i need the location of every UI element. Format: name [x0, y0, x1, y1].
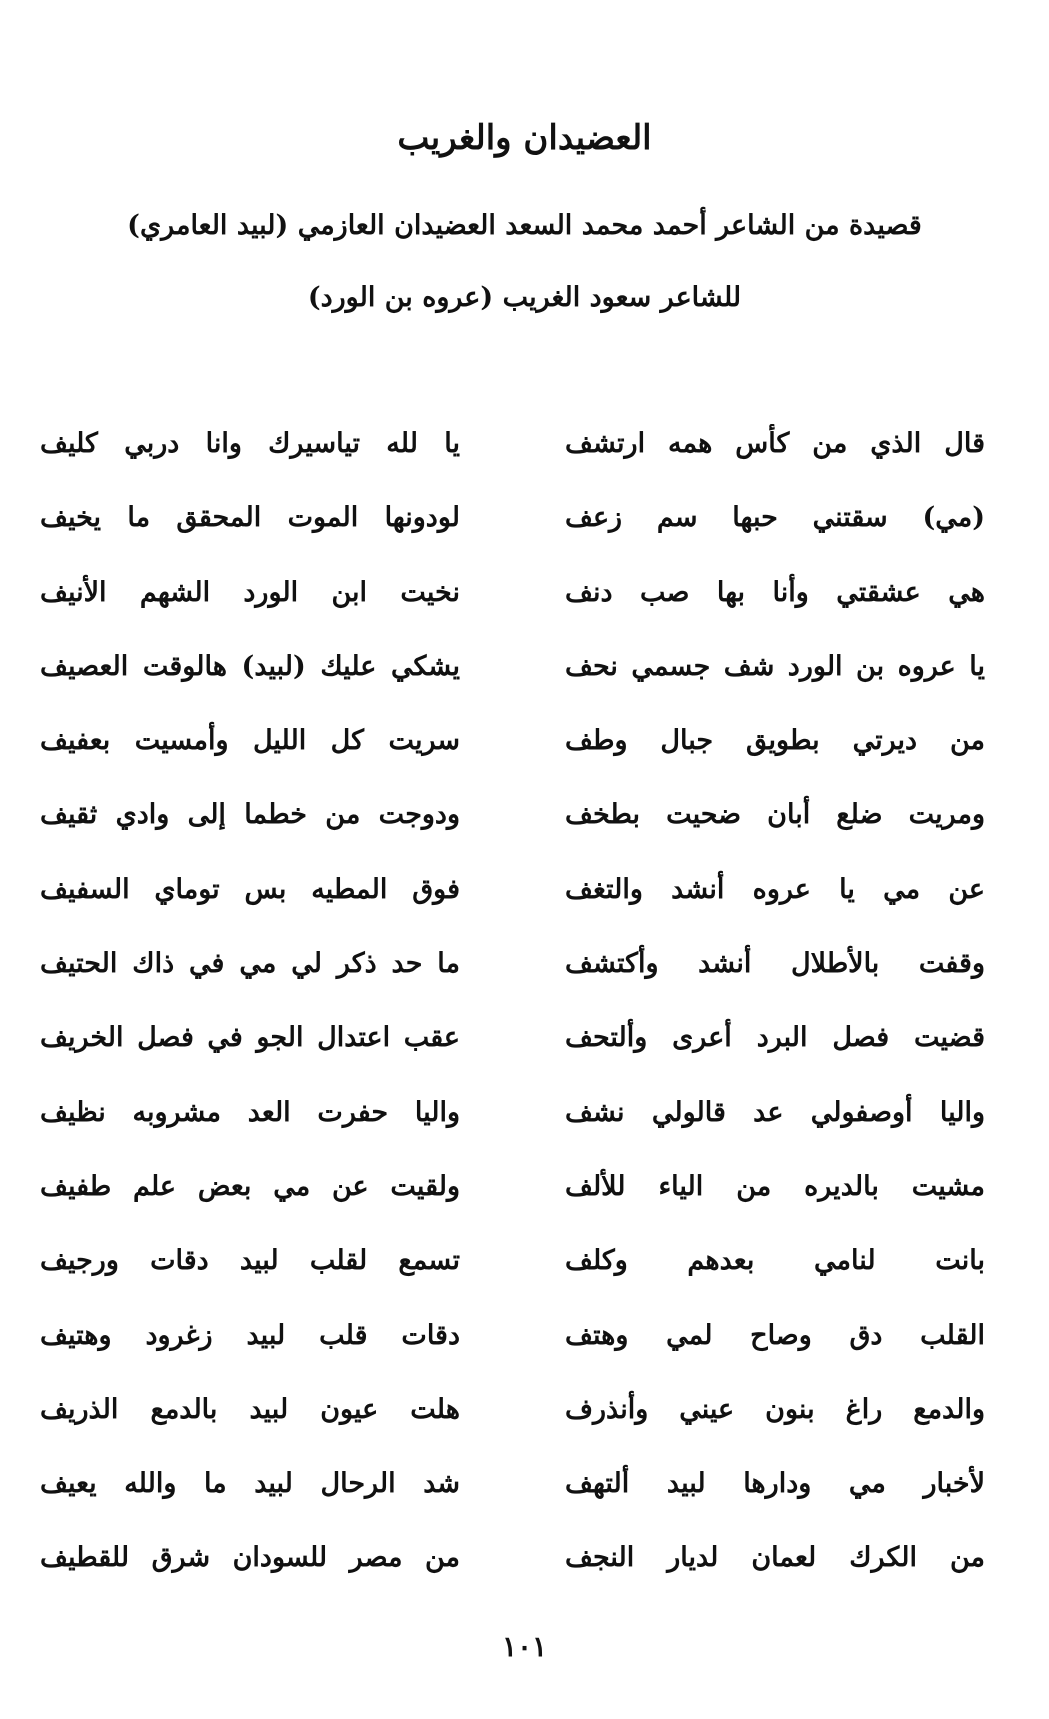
verse-second-hemistich: لودونها الموت المحقق ما يخيف [40, 502, 460, 534]
verse-second-hemistich: تسمع لقلب لبيد دقات ورجيف [40, 1245, 460, 1277]
verse-second-hemistich: نخيت ابن الورد الشهم الأنيف [40, 576, 460, 608]
verse-first-hemistich: ومريت ضلع أبان ضحيت بطخف [565, 799, 985, 831]
verse-line [40, 498, 985, 572]
verse-line [40, 870, 985, 944]
verse-line [40, 647, 985, 721]
verse-first-hemistich: والدمع راغ بنون عيني وأنذرف [565, 1393, 985, 1425]
verse-first-hemistich: مشيت بالديره من الياء للألف [565, 1170, 985, 1202]
verse-line [40, 944, 985, 1018]
verse-first-hemistich: قضيت فصل البرد أعرى وألتحف [565, 1022, 985, 1054]
poem-subtitle-author: قصيدة من الشاعر أحمد محمد السعد العضيدان العازمي (لبيد العامري) [127, 210, 922, 241]
verse-line [40, 721, 985, 795]
verse-first-hemistich: القلب دق وصاح لمي وهتف [565, 1319, 985, 1351]
poem-verses [40, 424, 985, 1613]
verse-first-hemistich: وقفت بالأطلال أنشد وأكتشف [565, 948, 985, 980]
verse-second-hemistich: ودوجت من خطما إلى وادي ثقيف [40, 799, 460, 831]
verse-second-hemistich: واليا حفرت العد مشروبه نظيف [40, 1096, 460, 1128]
verse-second-hemistich: يشكي عليك (لبيد) هالوقت العصيف [40, 650, 460, 682]
verse-first-hemistich: (مي) سقتني حبها سم زعف [565, 502, 985, 534]
verse-second-hemistich: هلت عيون لبيد بالدمع الذريف [40, 1393, 460, 1425]
verse-first-hemistich: واليا أوصفولي عد قالولي نشف [565, 1096, 985, 1128]
verse-second-hemistich: سريت كل الليل وأمسيت بعفيف [40, 725, 460, 757]
verse-first-hemistich: من الكرك لعمان لديار النجف [565, 1542, 985, 1574]
verse-second-hemistich: من مصر للسودان شرق للقطيف [40, 1542, 460, 1574]
verse-first-hemistich: من ديرتي بطويق جبال وطف [565, 725, 985, 757]
verse-line [40, 573, 985, 647]
verse-line [40, 1464, 985, 1538]
verse-line [40, 1167, 985, 1241]
verse-first-hemistich: يا عروه بن الورد شف جسمي نحف [565, 650, 985, 682]
verse-second-hemistich: فوق المطيه بس توماي السفيف [40, 873, 460, 905]
poem-subtitle-dedication: للشاعر سعود الغريب (عروه بن الورد) [307, 282, 742, 313]
poem-title: العضيدان والغريب [397, 118, 652, 158]
verse-line [40, 1241, 985, 1315]
page-number: ١٠١ [501, 1630, 548, 1663]
verse-first-hemistich: هي عشقتي وأنا بها صب دنف [565, 576, 985, 608]
verse-second-hemistich: شد الرحال لبيد ما والله يعيف [40, 1468, 460, 1500]
verse-first-hemistich: قال الذي من كأس همه ارتشف [565, 428, 985, 459]
verse-second-hemistich: يا لله تياسيرك وانا دربي كليف [40, 428, 460, 459]
verse-line [40, 424, 985, 498]
verse-second-hemistich: ولقيت عن مي بعض علم طفيف [40, 1170, 460, 1202]
verse-first-hemistich: عن مي يا عروه أنشد والتغف [565, 873, 985, 905]
verse-second-hemistich: ما حد ذكر لي مي في ذاك الحتيف [40, 948, 460, 980]
verse-first-hemistich: بانت لنامي بعدهم وكلف [565, 1245, 985, 1277]
verse-second-hemistich: عقب اعتدال الجو في فصل الخريف [40, 1022, 460, 1054]
verse-line [40, 1018, 985, 1092]
verse-line [40, 1093, 985, 1167]
verse-line [40, 1390, 985, 1464]
verse-second-hemistich: دقات قلب لبيد زغرود وهتيف [40, 1319, 460, 1351]
verse-line [40, 1538, 985, 1612]
verse-line [40, 795, 985, 869]
verse-line [40, 1316, 985, 1390]
verse-first-hemistich: لأخبار مي ودارها لبيد ألتهف [565, 1468, 985, 1500]
